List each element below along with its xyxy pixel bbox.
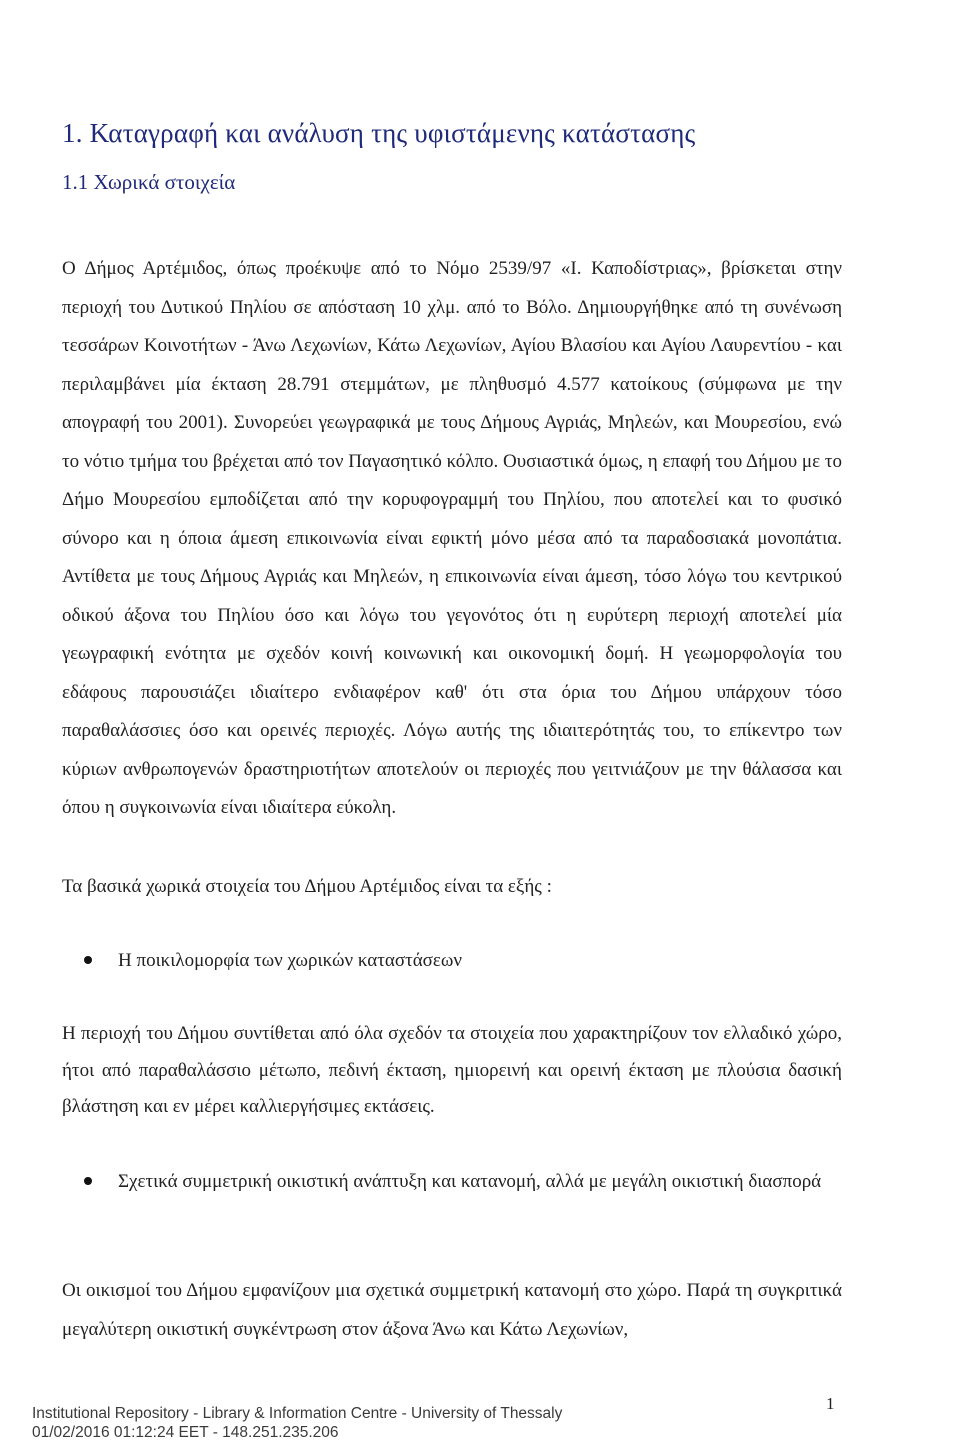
footer-watermark: [32, 1404, 562, 1442]
footer-repository: Institutional Repository - Library & Information Centre - University of Thessaly: [32, 1405, 563, 1422]
paragraph-settlements: Οι οικισμοί του Δήμου εμφανίζουν μια σχετικά συμμετρική κατανομή στο χώρο. Παρά τη συγκριτικά μεγαλύτερη οικιστική συγκέντρωση στον άξονα Άνω και Κάτω Λεχωνίων,: [62, 1280, 842, 1340]
bullet-text: Η ποικιλομορφία των χωρικών καταστάσεων: [118, 950, 462, 971]
paragraph-area-composition: Η περιοχή του Δήμου συντίθεται από όλα σχεδόν τα στοιχεία που χαρακτηρίζουν τον ελλαδικό χώρο, ήτοι από παραθαλάσσιο μέτωπο, πεδινή έκταση, ημιορεινή και ορεινή έκταση με πλούσια δασική βλάστηση και εν μέρει καλλιεργήσιμες εκτάσεις.: [62, 1023, 842, 1117]
paragraph-basic-elements: Τα βασικά χωρικά στοιχεία του Δήμου Αρτέμιδος είναι τα εξής :: [62, 876, 552, 897]
bullet-text: Σχετικά συμμετρική οικιστική ανάπτυξη και κατανομή, αλλά με μεγάλη οικιστική διασπορά: [118, 1171, 822, 1192]
footer-timestamp: 01/02/2016 01:12:24 EET - 148.251.235.206: [32, 1424, 339, 1441]
page-title: 1. Καταγραφή και ανάλυση της υφιστάμενης κατάστασης: [62, 118, 696, 148]
bullet-dot-icon: [84, 956, 92, 964]
bullet-dot-icon: [84, 1177, 92, 1185]
bullet-item: [84, 1163, 840, 1200]
bullet-item: [84, 942, 840, 979]
page-number: 1: [826, 1394, 835, 1413]
paragraph-intro: Ο Δήμος Αρτέμιδος, όπως προέκυψε από το Νόμο 2539/97 «Ι. Καποδίστριας», βρίσκεται στην περιοχή του Δυτικού Πηλίου σε απόσταση 10 χλμ. από το Βόλο. Δημιουργήθηκε από τη συνένωση τεσσάρων Κοινοτήτων - Άνω Λεχωνίων, Κάτω Λεχωνίων, Αγίου Βλασίου και Αγίου Λαυρεντίου - και περιλαμβάνει μία έκταση 28.791 στεμμάτων, με πληθυσμό 4.577 κατοίκους (σύμφωνα με την απογραφή του 2001). Συνορεύει γεωγραφικά με τους Δήμους Αγριάς, Μηλεών, και Μουρεσίου, ενώ το νότιο τμήμα του βρέχεται από τον Παγασητικό κόλπο. Ουσιαστικά όμως, η επαφή του Δήμου με το Δήμο Μουρεσίου εμποδίζεται από την κορυφογραμμή του Πηλίου, που αποτελεί και το φυσικό σύνορο και η όποια άμεση επικοινωνία είναι εφικτή μόνο μέσα από τα παραδοσιακά μονοπάτια. Αντίθετα με τους Δήμους Αγριάς και Μηλεών, η επικοινωνία είναι άμεση, τόσο λόγω του κεντρικού οδικού άξονα του Πηλίου όσο και λόγω του γεγονότος ότι η ευρύτερη περιοχή αποτελεί μία γεωγραφική ενότητα με σχεδόν κοινή κοινωνική και οικονομική δομή. Η γεωμορφολογία του εδάφους παρουσιάζει ιδιαίτερο ενδιαφέρον καθ' ότι στα όρια του Δήμου υπάρχουν τόσο παραθαλάσσιες όσο και ορεινές περιοχές. Λόγω αυτής της ιδιαιτερότητάς του, το επίκεντρο των κύριων ανθρωπογενών δραστηριοτήτων αποτελούν οι περιοχές που γειτνιάζουν με την θάλασσα και όπου η συγκοινωνία είναι ιδιαίτερα εύκολη.: [62, 258, 842, 818]
section-subtitle: 1.1 Χωρικά στοιχεία: [62, 170, 236, 194]
